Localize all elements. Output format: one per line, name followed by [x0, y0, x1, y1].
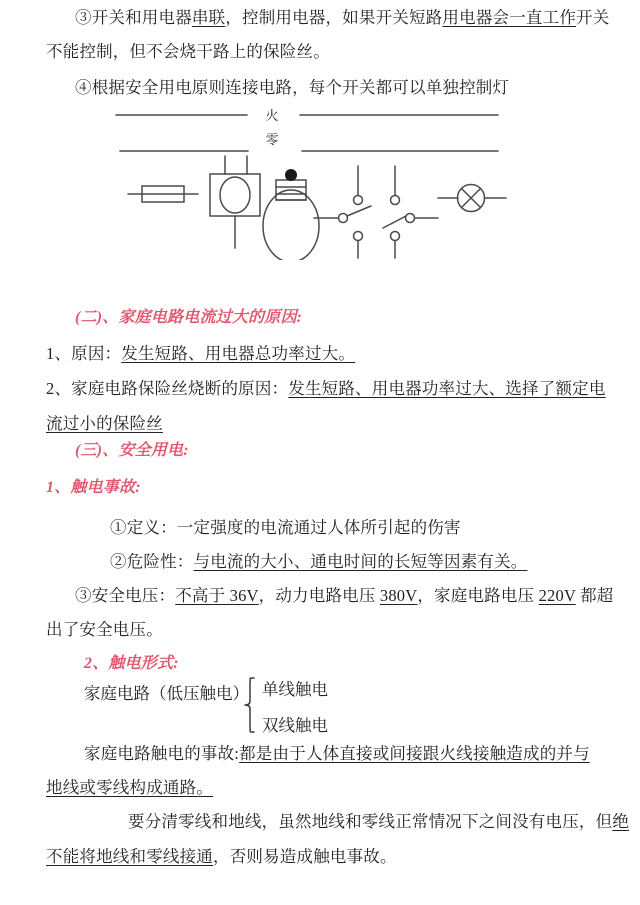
switch-right-bottom-terminal — [391, 232, 400, 241]
section-three-sub2-heading: 2、触电形式: — [84, 655, 179, 672]
text-run: 开关 — [576, 8, 610, 27]
text-run: 2、家庭电路保险丝烧断的原因： — [46, 379, 289, 398]
section-two-item-1 — [46, 344, 610, 364]
switch-left-blade — [347, 206, 371, 216]
underlined-text: 380V — [379, 586, 418, 605]
underlined-text: 发生短路、用电器功率过大、选择了额定电 — [288, 379, 606, 398]
warning-line-2 — [46, 847, 610, 867]
accident-line-2: 地线或零线构成通路。 — [46, 778, 213, 797]
underlined-text: 用电器会一直工作 — [442, 8, 577, 27]
section-two-item-2-line-2: 流过小的保险丝 — [46, 414, 163, 433]
switch-right-pivot-terminal — [406, 214, 415, 223]
text-run: ，否则易造成触电事故。 — [213, 847, 397, 866]
text-run: 都超 — [575, 586, 614, 605]
text-run: ③开关和用电器 — [75, 8, 192, 27]
underlined-text: 与电流的大小、通电时间的长短等因素有关。 — [193, 552, 528, 571]
section-three-sub1-heading: 1、触电事故: — [46, 479, 141, 496]
warning-line-1 — [128, 812, 630, 832]
switch-left-pivot-terminal — [339, 214, 348, 223]
underlined-text: 串联 — [191, 8, 226, 27]
underlined-text: 不高于 36V — [175, 586, 259, 605]
circuit-diagram — [100, 100, 540, 260]
paragraph-3-line-2: 不能控制，但不会烧干路上的保险丝。 — [46, 42, 330, 61]
text-run: ，家庭电路电压 — [417, 586, 539, 605]
section-three-sub1-item-2 — [110, 552, 610, 572]
underlined-text: 发生短路、用电器总功率过大。 — [121, 344, 356, 363]
switch-right-top-terminal — [391, 196, 400, 205]
neutral-wire-label: 零 — [265, 132, 279, 147]
section-two-heading: (二)、家庭电路电流过大的原因: — [75, 309, 303, 326]
text-run: ，控制用电器，如果开关短路 — [225, 8, 443, 27]
text-run: ②危险性： — [110, 552, 194, 571]
curly-brace-icon — [242, 676, 256, 734]
live-wire-label: 火 — [265, 108, 279, 123]
electric-shock-types-group — [84, 676, 504, 738]
bulb-contact-dot — [285, 169, 297, 181]
section-three-sub1-item-1: ①定义：一定强度的电流通过人体所引起的伤害 — [110, 518, 461, 537]
switch-left-bottom-terminal — [354, 232, 363, 241]
paragraph-4-line-1: ④根据安全用电原则连接电路，每个开关都可以单独控制灯 — [75, 78, 510, 97]
brace-group-label: 家庭电路（低压触电） — [84, 684, 249, 703]
accident-line-1 — [84, 744, 610, 764]
section-three-sub1-item-3-line-2: 出了安全电压。 — [46, 620, 163, 639]
brace-item-single-line: 单线触电 — [262, 680, 328, 699]
underlined-text: 不能将地线和零线接通 — [46, 847, 213, 866]
text-run: 家庭电路触电的事故: — [84, 744, 240, 763]
underlined-text: 绝 — [612, 812, 630, 831]
section-three-sub1-item-3-line-1 — [75, 586, 614, 606]
text-run: 要分清零线和地线，虽然地线和零线正常情况下之间没有电压，但 — [128, 812, 613, 831]
underlined-text: 都是由于人体直接或间接跟火线接触造成的并与 — [239, 744, 590, 763]
switch-left-top-terminal — [354, 196, 363, 205]
text-run: ③安全电压： — [75, 586, 176, 605]
socket-body — [210, 174, 260, 216]
underlined-text: 220V — [538, 586, 576, 605]
paragraph-3-line-1 — [75, 8, 610, 28]
text-run: ，动力电路电压 — [258, 586, 380, 605]
text-run: 1、原因： — [46, 344, 122, 363]
section-three-heading: (三)、安全用电: — [75, 442, 189, 459]
section-two-item-2-line-1 — [46, 379, 610, 399]
brace-item-double-line: 双线触电 — [262, 716, 328, 735]
socket-inner-oval — [220, 177, 250, 213]
switch-right-blade — [383, 216, 406, 228]
